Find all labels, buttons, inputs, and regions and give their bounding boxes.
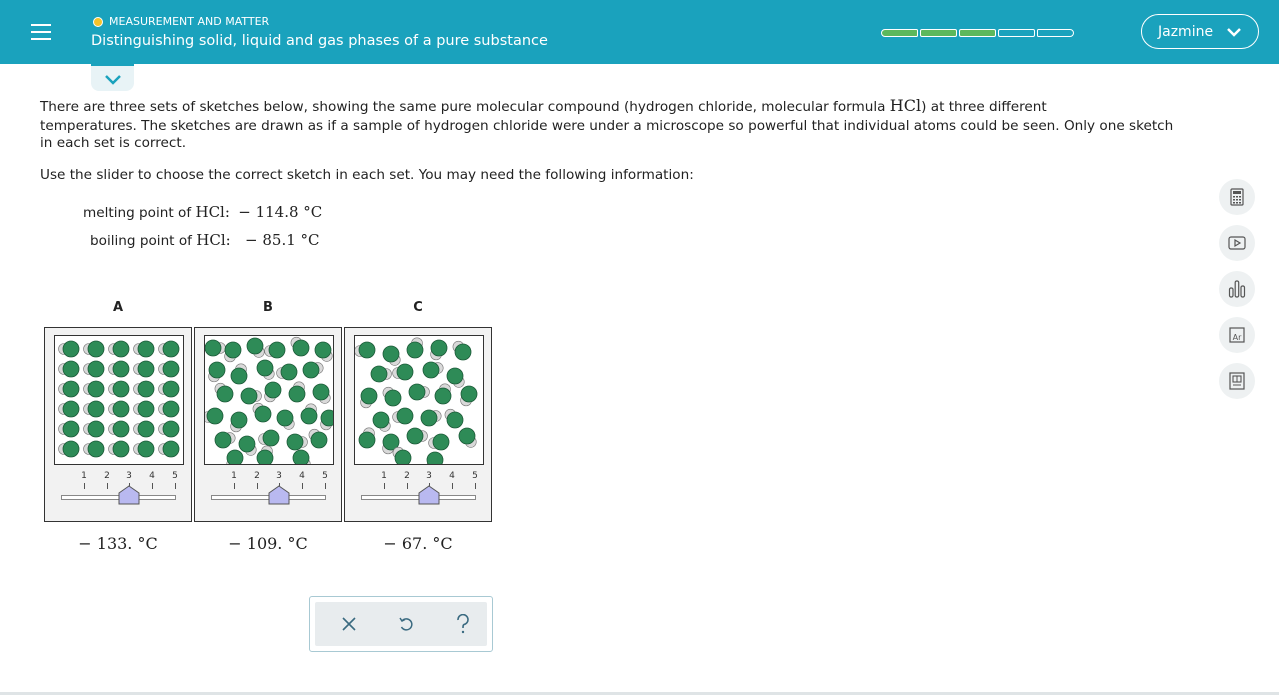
melting-point-line: [83, 203, 322, 221]
slider-tick-mark: [325, 483, 326, 489]
hcl-molecule: [59, 341, 80, 357]
hcl-molecule: [383, 346, 400, 365]
hcl-molecule: [109, 421, 130, 437]
progress-bar: [881, 29, 1074, 37]
instruction-text: Use the slider to choose the correct sketch in each set. You may need the following information:: [40, 167, 694, 183]
hcl-molecule: [259, 430, 279, 446]
slider-tick-mark: [152, 483, 153, 489]
slider-tick-mark: [302, 483, 303, 489]
sketch-panel-c: [344, 327, 492, 522]
hcl-molecule: [383, 387, 401, 406]
hcl-molecule: [205, 340, 226, 356]
hcl-molecule: [109, 381, 130, 397]
hcl-molecule: [159, 421, 180, 437]
bp-colon: :: [225, 231, 231, 249]
mp-value: − 114.8 °C: [238, 203, 323, 221]
bp-label: boiling point of: [90, 233, 192, 249]
hcl-molecule: [84, 421, 105, 437]
slider-tick-mark: [175, 483, 176, 489]
bp-formula: HCl: [196, 231, 226, 249]
temperature-a: − 133. °C: [78, 534, 158, 553]
slider-tick-label: 4: [299, 471, 305, 481]
hcl-molecule: [59, 441, 80, 457]
hcl-molecule: [134, 361, 155, 377]
hcl-molecule: [247, 338, 264, 357]
hcl-molecule: [355, 342, 375, 358]
hcl-molecule: [393, 447, 411, 464]
set-label-c: C: [413, 300, 423, 315]
slider-tick-mark: [407, 483, 408, 489]
progress-segment: [959, 29, 996, 37]
hcl-molecule: [429, 434, 449, 450]
hcl-molecule: [59, 421, 80, 437]
undo-button[interactable]: [392, 610, 420, 638]
hcl-molecule: [257, 360, 274, 379]
hcl-molecule: [435, 384, 451, 404]
slider-tick-mark: [234, 483, 235, 489]
slider-tick-mark: [84, 483, 85, 489]
solid-sketch: [55, 336, 183, 464]
hcl-molecule: [361, 388, 377, 408]
hcl-molecule: [393, 408, 413, 424]
calculator-icon[interactable]: [1219, 179, 1255, 215]
slider-tick-mark: [107, 483, 108, 489]
chevron-down-icon: [1226, 26, 1242, 38]
temperature-b: − 109. °C: [228, 534, 308, 553]
hcl-molecule: [215, 383, 233, 402]
hcl-molecule: [209, 362, 225, 382]
hcl-molecule: [159, 361, 180, 377]
slider-tick-label: 5: [472, 471, 478, 481]
set-label-a: A: [112, 300, 124, 315]
hcl-molecule: [159, 401, 180, 417]
hcl-molecule: [159, 341, 180, 357]
formula: HCl: [889, 96, 922, 115]
answer-actions: [309, 596, 493, 652]
hcl-molecule: [291, 337, 309, 356]
slider-tick-label: 5: [172, 471, 178, 481]
hcl-molecule: [409, 384, 430, 400]
hcl-molecule: [84, 381, 105, 397]
hcl-molecule: [289, 382, 305, 402]
hcl-molecule: [253, 403, 271, 422]
hcl-molecule: [205, 408, 223, 424]
hcl-molecule: [59, 361, 80, 377]
hcl-molecule: [225, 342, 241, 362]
hcl-molecule: [239, 436, 256, 455]
chart-icon[interactable]: [1219, 271, 1255, 307]
slider-tick-label: 2: [254, 471, 260, 481]
slider-tick-mark: [257, 483, 258, 489]
help-button[interactable]: [449, 610, 477, 638]
hcl-molecule: [287, 434, 308, 450]
hcl-molecule: [265, 382, 281, 402]
hcl-molecule: [59, 401, 80, 417]
periodic-symbol: Ar: [1232, 333, 1242, 342]
hcl-molecule: [109, 361, 130, 377]
hcl-molecule: [407, 428, 428, 444]
liquid-sketch: [205, 336, 333, 464]
hcl-molecule: [134, 421, 155, 437]
textbook-icon[interactable]: [1219, 363, 1255, 399]
hcl-molecule: [315, 342, 332, 361]
slider-tick-label: 2: [104, 471, 110, 481]
hcl-molecule: [421, 410, 441, 426]
progress-segment: [881, 29, 918, 37]
mp-label: melting point of: [83, 205, 192, 221]
chevron-down-icon: [104, 74, 122, 86]
slider-tick-label: 3: [126, 471, 132, 481]
hcl-molecule: [393, 364, 413, 380]
menu-icon[interactable]: [31, 24, 51, 40]
slider-tick-label: 1: [381, 471, 387, 481]
hcl-molecule: [313, 384, 330, 403]
topic-row: [93, 15, 269, 28]
hcl-molecule: [309, 429, 327, 448]
slider-tick-label: 2: [404, 471, 410, 481]
progress-segment: [920, 29, 957, 37]
hcl-molecule: [84, 441, 105, 457]
top-bar: [0, 0, 1279, 64]
hcl-molecule: [231, 364, 247, 384]
molecule-sketch: [204, 335, 334, 465]
hcl-molecule: [265, 342, 285, 358]
boiling-point-line: [90, 231, 320, 249]
slider-tick-mark: [452, 483, 453, 489]
hcl-molecule: [407, 338, 423, 358]
slider-handle[interactable]: [418, 485, 440, 509]
hcl-molecule: [321, 410, 333, 430]
video-icon[interactable]: [1219, 225, 1255, 261]
slider-tick-label: 1: [231, 471, 237, 481]
hcl-molecule: [303, 362, 323, 378]
hcl-molecule: [159, 441, 180, 457]
hcl-molecule: [109, 341, 130, 357]
progress-segment: [1037, 29, 1074, 37]
hcl-molecule: [257, 446, 273, 464]
molecule-sketch: [354, 335, 484, 465]
hcl-molecule: [134, 441, 155, 457]
hcl-molecule: [277, 364, 297, 380]
slider-tick-label: 4: [149, 471, 155, 481]
hcl-molecule: [373, 412, 390, 431]
hcl-molecule: [301, 404, 317, 424]
mp-formula: HCl: [195, 203, 225, 221]
hcl-molecule: [134, 341, 155, 357]
hcl-molecule: [134, 381, 155, 397]
hcl-molecule: [359, 428, 375, 448]
slider-handle[interactable]: [268, 485, 290, 509]
hcl-molecule: [453, 341, 471, 360]
topic-label: MEASUREMENT AND MATTER: [109, 15, 270, 28]
user-name: Jazmine: [1158, 23, 1214, 40]
temperature-c: − 67. °C: [383, 534, 453, 553]
lesson-title: Distinguishing solid, liquid and gas phases of a pure substance: [91, 33, 548, 49]
slider-tick-label: 1: [81, 471, 87, 481]
hcl-molecule: [461, 386, 477, 406]
hcl-molecule: [277, 410, 294, 429]
bp-value: − 85.1 °C: [245, 231, 320, 249]
periodic-table-icon[interactable]: [1219, 317, 1255, 353]
hcl-molecule: [84, 401, 105, 417]
slider-tick-label: 4: [449, 471, 455, 481]
hcl-molecule: [159, 381, 180, 397]
hcl-molecule: [427, 452, 443, 464]
progress-segment: [998, 29, 1035, 37]
close-icon: [342, 617, 356, 631]
user-menu-button[interactable]: [1141, 14, 1259, 49]
hcl-molecule: [59, 381, 80, 397]
collapse-header-button[interactable]: [91, 64, 134, 91]
hcl-molecule: [84, 361, 105, 377]
hcl-molecule: [431, 340, 447, 360]
hcl-molecule: [84, 341, 105, 357]
hcl-molecule: [215, 432, 235, 448]
question-intro-cont: temperatures. The sketches are drawn as if a sample of hydrogen chloride were under a microscope so powerful that individual atoms could be seen. Only one sketch in each set is correct.: [40, 118, 1174, 151]
set-label-b: B: [263, 300, 273, 315]
hcl-molecule: [293, 450, 310, 464]
hcl-molecule: [371, 366, 392, 382]
hcl-molecule: [227, 450, 243, 464]
clear-button[interactable]: [335, 610, 363, 638]
slider-tick-mark: [475, 483, 476, 489]
intro-text-1: There are three sets of sketches below, showing the same pure molecular compound (hydrogen chloride, molecular formula: [40, 99, 890, 115]
slider-tick-mark: [384, 483, 385, 489]
question-intro: [40, 97, 1180, 116]
hcl-molecule: [109, 441, 130, 457]
undo-icon: [398, 616, 414, 632]
hcl-molecule: [447, 368, 464, 387]
mp-colon: :: [224, 203, 230, 221]
hcl-molecule: [241, 388, 262, 404]
hcl-molecule: [231, 412, 247, 432]
hcl-molecule: [459, 428, 476, 447]
liquid-sketch: [355, 336, 483, 464]
topic-status-dot: [93, 17, 103, 27]
hcl-molecule: [109, 401, 130, 417]
molecule-sketch: [54, 335, 184, 465]
hcl-molecule: [423, 362, 443, 378]
intro-text-2: ) at three different: [921, 99, 1047, 115]
sketch-panel-b: [194, 327, 342, 522]
hcl-molecule: [134, 401, 155, 417]
question-mark-icon: [456, 614, 470, 634]
slider-tick-label: 3: [276, 471, 282, 481]
hcl-molecule: [445, 409, 463, 428]
slider-handle[interactable]: [118, 485, 140, 509]
slider-tick-label: 3: [426, 471, 432, 481]
slider-tick-label: 5: [322, 471, 328, 481]
sketch-panel-a: [44, 327, 192, 522]
